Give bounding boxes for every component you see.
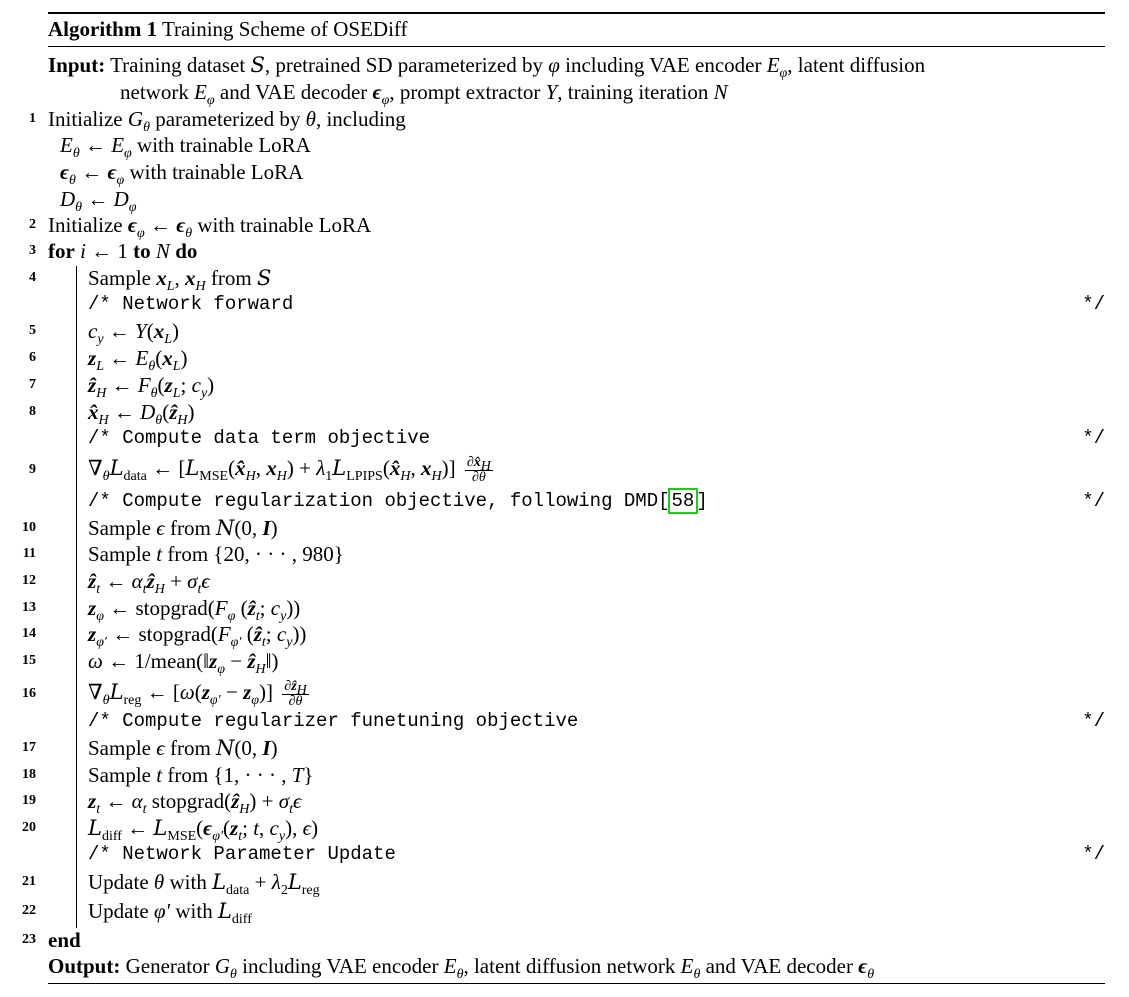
algo-line-16: $\nabla_\theta L_{reg}$ ← $[\omega(z_{\varphi'} - z_\varphi)]$ $\frac{\partial ẑ_H}{\partial\theta}$ (88, 678, 307, 709)
line-number: 19 (22, 793, 36, 808)
algo-line-5: $c_y$ ← $Y(x_L)$ (88, 319, 180, 348)
algo-line-12: ẑ$_t$ ← $\alpha_tẑ_H + \sigma_t\epsilon$ (88, 569, 210, 598)
line-number: 1 (29, 111, 36, 126)
kw-for: for (48, 239, 75, 263)
algo-line-23 (48, 927, 81, 953)
line-number: 7 (29, 377, 36, 392)
line-number: 10 (22, 520, 36, 535)
line-number: 16 (22, 686, 36, 701)
algo-line-4: Sample $x_L$, $x_H$ from S (88, 266, 272, 295)
algo-line-8: $x̂_H$ ← $D_\theta(ẑ_H)$ (88, 400, 195, 429)
line-number: 5 (29, 323, 36, 338)
comment-parameter-update: /* Network Parameter Update (88, 843, 396, 865)
comment-regularizer-finetune: /* Compute regularizer funetuning objective (88, 710, 579, 732)
line-number: 4 (29, 270, 36, 285)
algo-line-1c: $D_\theta$ ← $D_\varphi$ (60, 187, 137, 216)
caption-rule (48, 46, 1105, 47)
line-number: 20 (22, 820, 36, 835)
kw-to: to (133, 239, 151, 263)
line-number: 2 (29, 217, 36, 232)
algo-line-22: Update φ′ with $L_{diff}$ (88, 899, 252, 928)
comment-network-forward: /* Network forward (88, 293, 294, 315)
line-number: 13 (22, 600, 36, 615)
line-number: 12 (22, 573, 36, 588)
comment-regularization-text: /* Compute regularization objective, following DMD (88, 490, 659, 512)
line-number: 15 (22, 653, 36, 668)
output-label: Output: (48, 954, 121, 978)
algorithm-title: Training Scheme of OSEDiff (161, 17, 408, 41)
algo-line-1b: $\epsilon_\theta$ ← $\epsilon_\varphi$ with trainable LoRA (60, 160, 304, 189)
input-label: Input: (48, 53, 106, 77)
top-rule (48, 12, 1105, 14)
algo-line-19: $z_t$ ← $\alpha_t$ stopgrad(ẑ$_H$) + $\sigma_t\epsilon$ (88, 789, 302, 818)
output-line: Output: Generator $G_\theta$ including VAE encoder $E_\theta$, latent diffusion network $E_\theta$ and VAE decoder $\epsilon_\theta$ (48, 954, 875, 983)
algo-line-3: for i ← 1 to N do (48, 239, 198, 263)
line-number: 22 (22, 903, 36, 918)
comment-close: */ (1082, 293, 1105, 315)
input-line-2: network $E_\varphi$ and VAE decoder $\epsilon_\varphi$, prompt extractor Y, training iteration N (120, 80, 728, 109)
algo-line-18: Sample t from {1, · · · , T} (88, 763, 314, 787)
algo-line-14: $z_{\varphi'}$ ← $stopgrad(F_{\varphi'}$ (ẑ$_t$; $c_y$)) (88, 622, 307, 651)
algorithm-caption (48, 16, 408, 42)
kw-do: do (175, 239, 198, 263)
comment-data-term: /* Compute data term objective (88, 427, 431, 449)
algo-line-9: $\nabla_\theta L_{data}$ ← [$L_{MSE}(x̂_H$, $x_H$) + $\lambda_1L_{LPIPS}(x̂_H$, $x_H$)] $\frac{\partial x̂_H}{\partial\theta}$ (88, 454, 491, 485)
input-line-1: Input: Training dataset S, pretrained SD parameterized by φ including VAE encoder $E_\varphi$, latent diffusion (48, 53, 926, 82)
comment-close: */ (1082, 843, 1105, 865)
algo-line-11: Sample t from {20, · · · , 980} (88, 542, 344, 566)
line-number: 11 (22, 546, 36, 561)
comment-regularization: /* Compute regularization objective, following DMD[ 58 ] (88, 490, 708, 512)
line-number: 8 (29, 404, 36, 419)
bottom-rule (48, 983, 1105, 984)
comment-close: */ (1082, 490, 1105, 512)
algo-line-21: Update θ with $L_{data} + \lambda_2L_{reg}$ (88, 870, 320, 899)
line-number: 17 (22, 740, 36, 755)
line-number: 21 (22, 874, 36, 889)
algo-line-10: Sample ϵ from N(0, I) (88, 516, 278, 540)
kw-end: end (48, 928, 81, 952)
algo-line-1: Initialize $G_\theta$ parameterized by θ, including (48, 107, 406, 136)
comment-close: */ (1082, 427, 1105, 449)
algo-line-2: Initialize $\epsilon_\varphi$ ← $\epsilon_\theta$ with trainable LoRA (48, 213, 372, 242)
line-number: 3 (29, 243, 36, 258)
algorithm-label: Algorithm 1 (48, 17, 158, 41)
citation-link[interactable]: 58 (671, 490, 695, 512)
algo-line-1a: $E_\theta$ ← $E_\varphi$ with trainable LoRA (60, 133, 311, 162)
comment-close: */ (1082, 710, 1105, 732)
line-number: 6 (29, 350, 36, 365)
algo-line-20: $L_{diff}$ ← $L_{MSE}(\epsilon_{\varphi'}(z_t$; t, $c_y$), ϵ) (88, 816, 319, 845)
algo-line-15: ω ← $1/mean(‖z_\varphi$ − ẑ$_H$‖) (88, 649, 279, 678)
line-number: 9 (29, 462, 36, 477)
algo-line-7: ẑ$_H$ ← $F_\theta(z_L$; $c_y$) (88, 373, 215, 402)
loop-bar (76, 266, 77, 928)
line-number: 18 (22, 767, 36, 782)
algo-line-6: $z_L$ ← $E_\theta(x_L)$ (88, 346, 188, 375)
algo-line-13: $z_\varphi$ ← $stopgrad(F_\varphi$ (ẑ$_t$; $c_y$)) (88, 596, 301, 625)
algo-line-17: Sample ϵ from N(0, I) (88, 736, 278, 760)
line-number: 23 (22, 932, 36, 947)
line-number: 14 (22, 626, 36, 641)
